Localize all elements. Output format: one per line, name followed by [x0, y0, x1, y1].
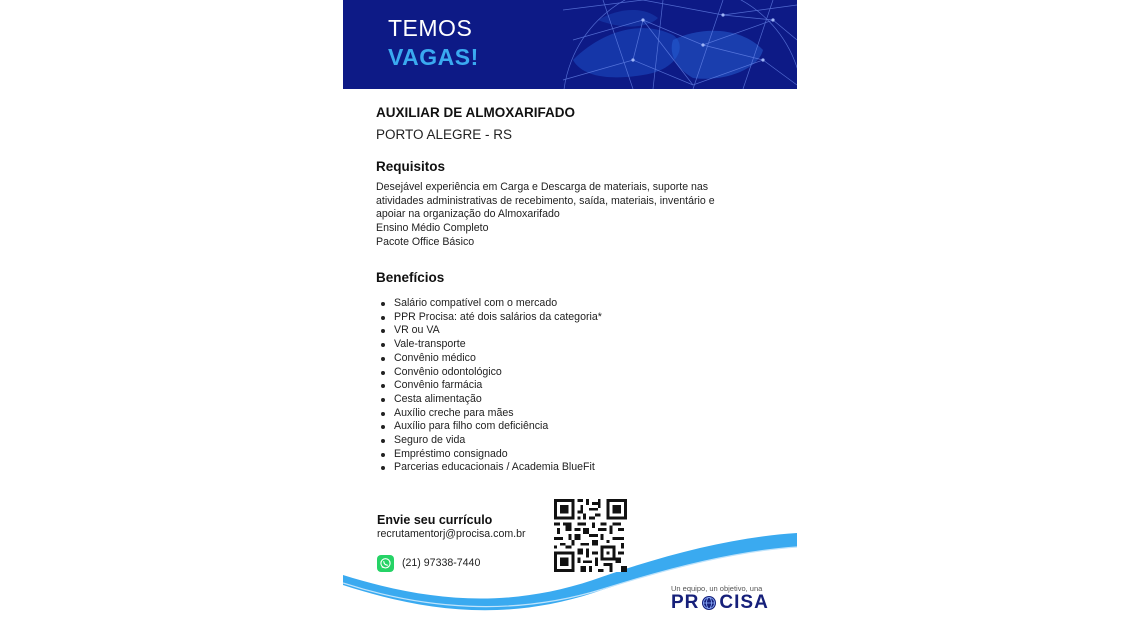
- benefit-item: PPR Procisa: até dois salários da categoria*: [376, 311, 602, 325]
- requirement-line: Ensino Médio Completo: [376, 222, 489, 235]
- benefit-item: Parcerias educacionais / Academia BlueFit: [376, 461, 602, 475]
- benefits-heading: Benefícios: [376, 270, 445, 285]
- benefit-item: Seguro de vida: [376, 434, 602, 448]
- phone-number[interactable]: (21) 97338-7440: [402, 557, 481, 569]
- benefit-item: Empréstimo consignado: [376, 448, 602, 462]
- job-location: PORTO ALEGRE - RS: [376, 127, 513, 142]
- logo-text-left: PR: [671, 592, 700, 613]
- job-title: AUXILIAR DE ALMOXARIFADO: [376, 105, 575, 120]
- requirement-line: atividades administrativas de recebimento, saída, materiais, inventário e: [376, 194, 715, 207]
- benefit-item: Convênio farmácia: [376, 379, 602, 393]
- requirements-text: [376, 181, 766, 250]
- cv-email[interactable]: recrutamentorj@procisa.com.br: [377, 528, 526, 540]
- benefit-item: Auxílio para filho com deficiência: [376, 420, 602, 434]
- job-poster: [343, 0, 797, 640]
- logo-text-right: CISA: [719, 592, 769, 613]
- cv-heading: Envie seu currículo: [377, 513, 493, 527]
- whatsapp-icon[interactable]: [377, 555, 394, 572]
- benefit-item: Vale-transporte: [376, 338, 602, 352]
- requirement-line: Desejável experiência em Carga e Descarga de materiais, suporte nas: [376, 181, 709, 193]
- globe-icon: [701, 595, 717, 611]
- benefits-list: [376, 297, 602, 475]
- banner-title-line1: TEMOS: [388, 15, 473, 41]
- requirement-line: Pacote Office Básico: [376, 235, 475, 248]
- requirement-line: apoiar na organização do Almoxarifado: [376, 208, 560, 221]
- benefit-item: VR ou VA: [376, 324, 602, 338]
- benefit-item: Convênio médico: [376, 352, 602, 366]
- benefit-item: Cesta alimentação: [376, 393, 602, 407]
- benefit-item: Convênio odontológico: [376, 366, 602, 380]
- header-banner: [343, 0, 797, 89]
- benefit-item: Auxílio creche para mães: [376, 407, 602, 421]
- requirements-heading: Requisitos: [376, 159, 446, 174]
- brand-slogan: Un equipo, un objetivo, una: [671, 584, 763, 593]
- qr-code-icon[interactable]: [554, 499, 627, 572]
- procisa-logo: [671, 592, 769, 614]
- benefit-item: Salário compatível com o mercado: [376, 297, 602, 311]
- banner-title-line2: VAGAS!: [388, 44, 479, 70]
